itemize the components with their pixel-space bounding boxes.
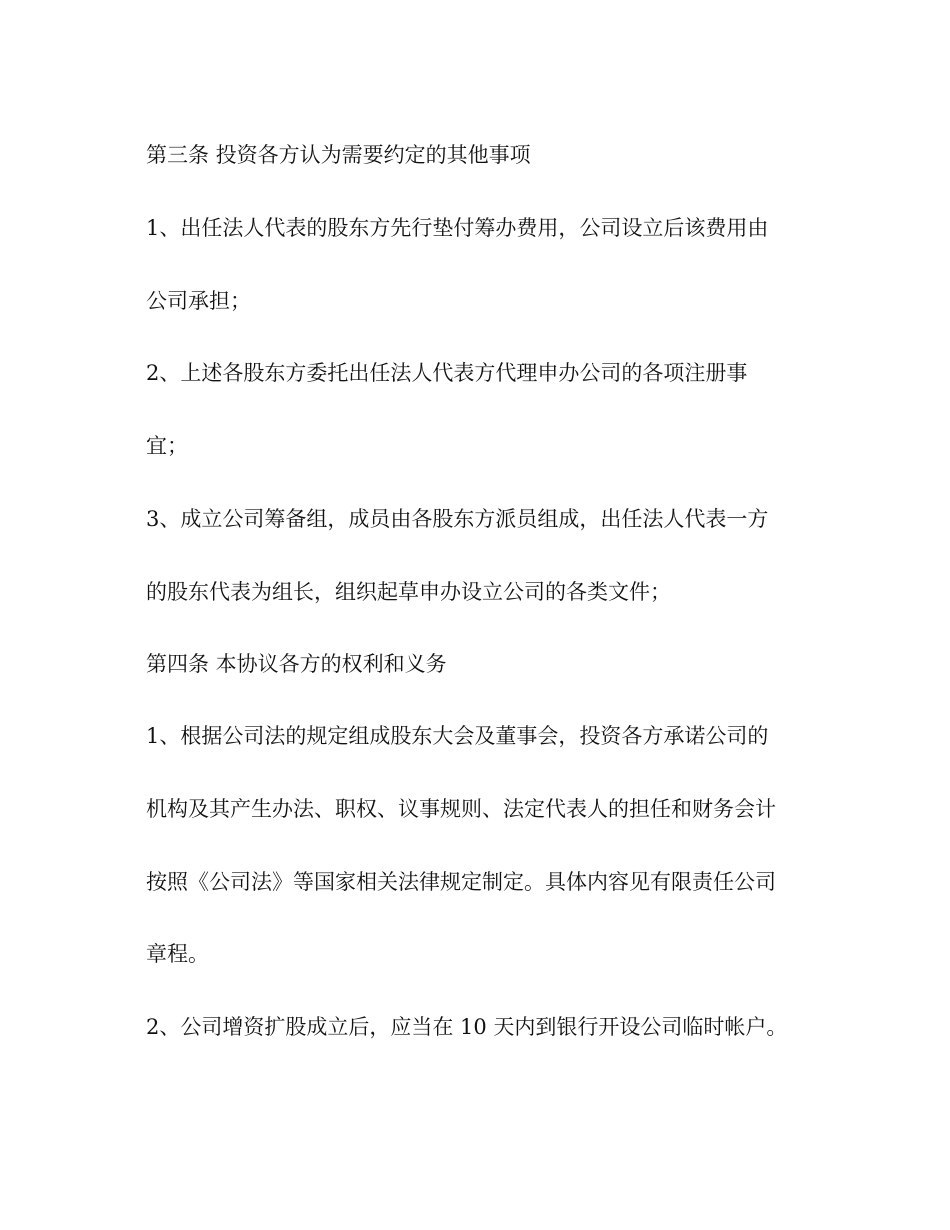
article-3-item-2-line-2: 宜； <box>146 434 188 458</box>
article-4-item-1-line-3: 按照《公司法》等国家相关法律规定制定。具体内容见有限责任公司 <box>146 870 776 894</box>
article-4-heading: 第四条 本协议各方的权利和义务 <box>146 652 447 676</box>
article-4-item-1-line-2: 机构及其产生办法、职权、议事规则、法定代表人的担任和财务会计 <box>146 797 776 821</box>
article-3-item-1-line-1: 1、出任法人代表的股东方先行垫付筹办费用，公司设立后该费用由 <box>146 216 769 240</box>
article-3-item-3-line-1: 3、成立公司筹备组，成员由各股东方派员组成，出任法人代表一方 <box>146 507 769 531</box>
article-3-item-3-line-2: 的股东代表为组长，组织起草申办设立公司的各类文件； <box>146 580 671 604</box>
article-3-heading: 第三条 投资各方认为需要约定的其他事项 <box>146 143 531 167</box>
article-3-item-2-line-1: 2、上述各股东方委托出任法人代表方代理申办公司的各项注册事 <box>146 361 748 385</box>
article-4-item-2-line-1: 2、公司增资扩股成立后，应当在 10 天内到银行开设公司临时帐户。 <box>146 1015 788 1039</box>
article-3-item-1-line-2: 公司承担； <box>146 289 251 313</box>
article-4-item-1-line-4: 章程。 <box>146 942 209 966</box>
article-4-item-1-line-1: 1、根据公司法的规定组成股东大会及董事会，投资各方承诺公司的 <box>146 724 769 748</box>
